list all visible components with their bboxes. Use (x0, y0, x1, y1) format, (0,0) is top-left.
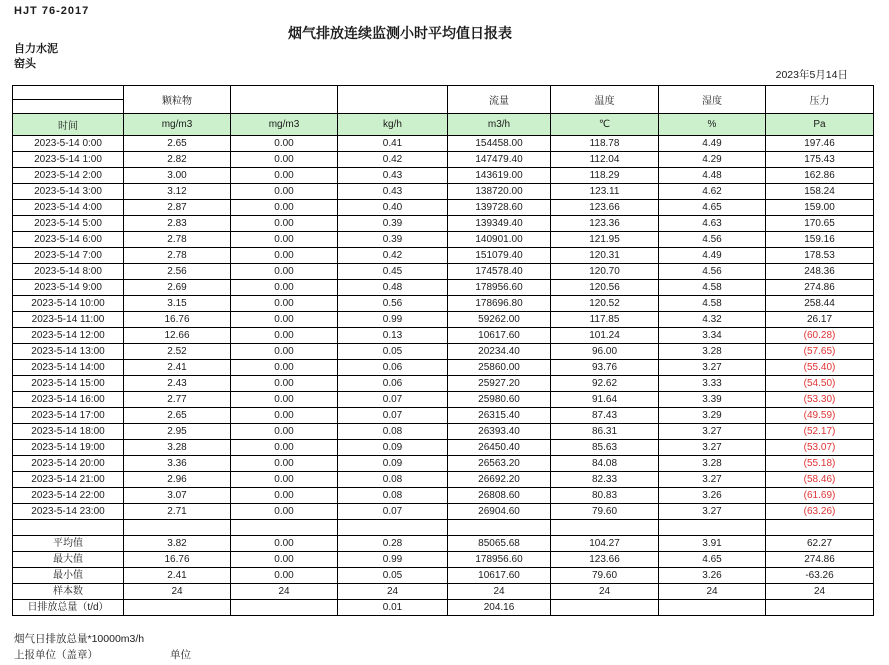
header-empty-col3 (231, 86, 338, 114)
value-cell: (58.46) (766, 472, 874, 488)
value-cell: 2.71 (124, 504, 231, 520)
spacer-row (13, 520, 874, 536)
time-cell: 2023-5-14 14:00 (13, 360, 124, 376)
value-cell: 3.07 (124, 488, 231, 504)
summary-value-cell: 0.99 (338, 552, 448, 568)
value-cell: 26563.20 (448, 456, 551, 472)
value-cell: 143619.00 (448, 168, 551, 184)
value-cell: 85.63 (551, 440, 659, 456)
value-cell: 0.07 (338, 408, 448, 424)
value-cell: 3.27 (659, 360, 766, 376)
value-cell: 0.00 (231, 296, 338, 312)
value-cell: 80.83 (551, 488, 659, 504)
table-row (13, 488, 874, 504)
value-cell: 3.26 (659, 488, 766, 504)
time-cell: 2023-5-14 1:00 (13, 152, 124, 168)
value-cell: 0.39 (338, 232, 448, 248)
empty-cell (659, 520, 766, 536)
time-cell: 2023-5-14 18:00 (13, 424, 124, 440)
time-cell: 2023-5-14 0:00 (13, 136, 124, 152)
value-cell: 0.05 (338, 344, 448, 360)
value-cell: 159.16 (766, 232, 874, 248)
value-cell: 120.52 (551, 296, 659, 312)
value-cell: 4.65 (659, 200, 766, 216)
time-cell: 2023-5-14 2:00 (13, 168, 124, 184)
value-cell: 4.62 (659, 184, 766, 200)
time-cell: 2023-5-14 10:00 (13, 296, 124, 312)
empty-cell (448, 520, 551, 536)
summary-value-cell: 4.65 (659, 552, 766, 568)
value-cell: 3.27 (659, 472, 766, 488)
summary-value-cell: 3.82 (124, 536, 231, 552)
value-cell: 0.06 (338, 376, 448, 392)
value-cell: 120.31 (551, 248, 659, 264)
value-cell: 25927.20 (448, 376, 551, 392)
value-cell: 158.24 (766, 184, 874, 200)
value-cell: 0.40 (338, 200, 448, 216)
unit-kg-h: kg/h (338, 114, 448, 136)
summary-value-cell (659, 600, 766, 616)
summary-value-cell: 2.41 (124, 568, 231, 584)
value-cell: 0.00 (231, 184, 338, 200)
value-cell: (49.59) (766, 408, 874, 424)
header-time: 时间 (13, 114, 124, 136)
unit-header-row (13, 114, 874, 136)
summary-row (13, 584, 874, 600)
value-cell: 0.09 (338, 456, 448, 472)
summary-value-cell: 0.05 (338, 568, 448, 584)
value-cell: 2.87 (124, 200, 231, 216)
empty-cell (551, 520, 659, 536)
summary-value-cell: 0.00 (231, 552, 338, 568)
value-cell: 4.56 (659, 232, 766, 248)
value-cell: 159.00 (766, 200, 874, 216)
unit-celsius: ℃ (551, 114, 659, 136)
value-cell: 0.00 (231, 168, 338, 184)
value-cell: (53.07) (766, 440, 874, 456)
value-cell: 79.60 (551, 504, 659, 520)
value-cell: 0.56 (338, 296, 448, 312)
value-cell: 178956.60 (448, 280, 551, 296)
time-cell: 2023-5-14 8:00 (13, 264, 124, 280)
value-cell: 139728.60 (448, 200, 551, 216)
empty-cell (231, 520, 338, 536)
value-cell: 0.00 (231, 312, 338, 328)
summary-row (13, 536, 874, 552)
table-row (13, 504, 874, 520)
summary-value-cell (551, 600, 659, 616)
doc-code: HJT 76-2017 (14, 5, 90, 17)
unit-mg-m3-b: mg/m3 (231, 114, 338, 136)
table-row (13, 472, 874, 488)
summary-value-cell: 274.86 (766, 552, 874, 568)
unit-m3-h: m3/h (448, 114, 551, 136)
value-cell: 0.09 (338, 440, 448, 456)
report-date: 2023年5月14日 (775, 69, 848, 81)
summary-label: 样本数 (13, 584, 124, 600)
value-cell: 59262.00 (448, 312, 551, 328)
summary-value-cell (124, 600, 231, 616)
value-cell: 3.34 (659, 328, 766, 344)
time-cell: 2023-5-14 19:00 (13, 440, 124, 456)
value-cell: 4.58 (659, 296, 766, 312)
daily-total-note: 烟气日排放总量*10000m3/h (14, 633, 145, 645)
time-cell: 2023-5-14 20:00 (13, 456, 124, 472)
value-cell: 4.56 (659, 264, 766, 280)
value-cell: 26808.60 (448, 488, 551, 504)
value-cell: 86.31 (551, 424, 659, 440)
value-cell: 162.86 (766, 168, 874, 184)
time-cell: 2023-5-14 7:00 (13, 248, 124, 264)
value-cell: 26315.40 (448, 408, 551, 424)
value-cell: 3.33 (659, 376, 766, 392)
value-cell: 16.76 (124, 312, 231, 328)
value-cell: 0.00 (231, 408, 338, 424)
value-cell: 118.78 (551, 136, 659, 152)
value-cell: 0.00 (231, 264, 338, 280)
value-cell: 139349.40 (448, 216, 551, 232)
header-flow: 流量 (448, 86, 551, 114)
value-cell: 178.53 (766, 248, 874, 264)
report-unit-label: 上报单位（盖章） (14, 649, 98, 661)
time-cell: 2023-5-14 16:00 (13, 392, 124, 408)
summary-label: 最大值 (13, 552, 124, 568)
value-cell: 170.65 (766, 216, 874, 232)
empty-cell (766, 520, 874, 536)
value-cell: 3.29 (659, 408, 766, 424)
value-cell: (55.18) (766, 456, 874, 472)
value-cell: (53.30) (766, 392, 874, 408)
value-cell: 0.43 (338, 184, 448, 200)
value-cell: (54.50) (766, 376, 874, 392)
value-cell: 101.24 (551, 328, 659, 344)
value-cell: 0.42 (338, 152, 448, 168)
value-cell: 2.82 (124, 152, 231, 168)
time-cell: 2023-5-14 22:00 (13, 488, 124, 504)
table-row (13, 216, 874, 232)
time-cell: 2023-5-14 9:00 (13, 280, 124, 296)
value-cell: 178696.80 (448, 296, 551, 312)
value-cell: 118.29 (551, 168, 659, 184)
value-cell: 4.32 (659, 312, 766, 328)
value-cell: 123.11 (551, 184, 659, 200)
value-cell: 0.00 (231, 280, 338, 296)
time-cell: 2023-5-14 15:00 (13, 376, 124, 392)
time-cell: 2023-5-14 3:00 (13, 184, 124, 200)
value-cell: 0.42 (338, 248, 448, 264)
value-cell: 2.41 (124, 360, 231, 376)
value-cell: 2.52 (124, 344, 231, 360)
summary-value-cell: -63.26 (766, 568, 874, 584)
time-cell: 2023-5-14 5:00 (13, 216, 124, 232)
summary-value-cell: 24 (659, 584, 766, 600)
value-cell: 0.07 (338, 392, 448, 408)
summary-value-cell: 3.26 (659, 568, 766, 584)
value-cell: 197.46 (766, 136, 874, 152)
value-cell: (63.26) (766, 504, 874, 520)
value-cell: 92.62 (551, 376, 659, 392)
value-cell: 2.69 (124, 280, 231, 296)
value-cell: 0.00 (231, 232, 338, 248)
value-cell: 3.15 (124, 296, 231, 312)
value-cell: 4.29 (659, 152, 766, 168)
value-cell: 123.66 (551, 200, 659, 216)
table-row (13, 312, 874, 328)
value-cell: 4.63 (659, 216, 766, 232)
value-cell: 2.56 (124, 264, 231, 280)
summary-value-cell: 16.76 (124, 552, 231, 568)
value-cell: 3.27 (659, 440, 766, 456)
value-cell: 3.00 (124, 168, 231, 184)
value-cell: 0.07 (338, 504, 448, 520)
summary-value-cell: 0.01 (338, 600, 448, 616)
value-cell: 3.39 (659, 392, 766, 408)
summary-value-cell (231, 600, 338, 616)
summary-value-cell: 24 (231, 584, 338, 600)
value-cell: 2.95 (124, 424, 231, 440)
table-row (13, 408, 874, 424)
table-row (13, 248, 874, 264)
value-cell: 3.28 (659, 344, 766, 360)
value-cell: 0.00 (231, 200, 338, 216)
summary-value-cell: 0.00 (231, 568, 338, 584)
value-cell: 2.96 (124, 472, 231, 488)
value-cell: 0.00 (231, 424, 338, 440)
value-cell: 20234.40 (448, 344, 551, 360)
table-row (13, 232, 874, 248)
summary-label: 平均值 (13, 536, 124, 552)
value-cell: 2.78 (124, 248, 231, 264)
value-cell: 93.76 (551, 360, 659, 376)
value-cell: 0.00 (231, 248, 338, 264)
summary-value-cell: 178956.60 (448, 552, 551, 568)
value-cell: 0.08 (338, 472, 448, 488)
value-cell: 120.56 (551, 280, 659, 296)
value-cell: 147479.40 (448, 152, 551, 168)
value-cell: 0.00 (231, 136, 338, 152)
table-row (13, 168, 874, 184)
value-cell: 0.39 (338, 216, 448, 232)
table-row (13, 376, 874, 392)
table-row (13, 280, 874, 296)
table-row (13, 136, 874, 152)
table-row (13, 424, 874, 440)
summary-value-cell: 62.27 (766, 536, 874, 552)
header-empty-top-cell (13, 86, 124, 100)
value-cell: 112.04 (551, 152, 659, 168)
value-cell: 12.66 (124, 328, 231, 344)
value-cell: 138720.00 (448, 184, 551, 200)
value-cell: 121.95 (551, 232, 659, 248)
value-cell: 0.00 (231, 440, 338, 456)
value-cell: (52.17) (766, 424, 874, 440)
value-cell: 3.12 (124, 184, 231, 200)
summary-value-cell: 24 (448, 584, 551, 600)
value-cell: 3.28 (659, 456, 766, 472)
company-name: 自力水泥 (14, 43, 58, 55)
time-cell: 2023-5-14 4:00 (13, 200, 124, 216)
value-cell: 26.17 (766, 312, 874, 328)
value-cell: (55.40) (766, 360, 874, 376)
value-cell: 0.45 (338, 264, 448, 280)
value-cell: 154458.00 (448, 136, 551, 152)
value-cell: 0.48 (338, 280, 448, 296)
summary-value-cell (766, 600, 874, 616)
value-cell: 0.08 (338, 488, 448, 504)
value-cell: 87.43 (551, 408, 659, 424)
value-cell: 25980.60 (448, 392, 551, 408)
value-cell: 0.99 (338, 312, 448, 328)
value-cell: 96.00 (551, 344, 659, 360)
unit-mg-m3-a: mg/m3 (124, 114, 231, 136)
value-cell: 84.08 (551, 456, 659, 472)
value-cell: 4.48 (659, 168, 766, 184)
summary-value-cell: 24 (124, 584, 231, 600)
value-cell: 4.49 (659, 248, 766, 264)
value-cell: 0.00 (231, 152, 338, 168)
summary-value-cell: 85065.68 (448, 536, 551, 552)
value-cell: 0.00 (231, 376, 338, 392)
header-pressure: 压力 (766, 86, 874, 114)
summary-label: 最小值 (13, 568, 124, 584)
value-cell: 2.65 (124, 136, 231, 152)
time-cell: 2023-5-14 6:00 (13, 232, 124, 248)
value-cell: 0.00 (231, 488, 338, 504)
value-cell: 3.27 (659, 504, 766, 520)
value-cell: (60.28) (766, 328, 874, 344)
unit-label: 单位 (170, 649, 191, 661)
value-cell: 0.08 (338, 424, 448, 440)
value-cell: 123.36 (551, 216, 659, 232)
value-cell: 0.00 (231, 472, 338, 488)
summary-value-cell: 0.28 (338, 536, 448, 552)
table-row (13, 328, 874, 344)
value-cell: 120.70 (551, 264, 659, 280)
empty-cell (338, 520, 448, 536)
value-cell: 26450.40 (448, 440, 551, 456)
value-cell: 26904.60 (448, 504, 551, 520)
summary-row (13, 600, 874, 616)
header-empty-bottom-cell (13, 100, 124, 114)
summary-value-cell: 24 (766, 584, 874, 600)
table-row (13, 392, 874, 408)
summary-value-cell: 24 (338, 584, 448, 600)
summary-value-cell: 104.27 (551, 536, 659, 552)
value-cell: 26393.40 (448, 424, 551, 440)
value-cell: 0.41 (338, 136, 448, 152)
value-cell: 175.43 (766, 152, 874, 168)
table-row (13, 296, 874, 312)
empty-cell (13, 520, 124, 536)
value-cell: 10617.60 (448, 328, 551, 344)
summary-value-cell: 24 (551, 584, 659, 600)
summary-label: 日排放总量（t/d） (13, 600, 124, 616)
table-row (13, 456, 874, 472)
header-temperature: 温度 (551, 86, 659, 114)
value-cell: 3.36 (124, 456, 231, 472)
time-cell: 2023-5-14 12:00 (13, 328, 124, 344)
table-row (13, 344, 874, 360)
summary-value-cell: 0.00 (231, 536, 338, 552)
unit-pa: Pa (766, 114, 874, 136)
header-humidity: 湿度 (659, 86, 766, 114)
value-cell: 140901.00 (448, 232, 551, 248)
report-table (12, 85, 874, 616)
value-cell: 0.00 (231, 328, 338, 344)
unit-percent: % (659, 114, 766, 136)
empty-cell (124, 520, 231, 536)
time-cell: 2023-5-14 23:00 (13, 504, 124, 520)
value-cell: 25860.00 (448, 360, 551, 376)
value-cell: (61.69) (766, 488, 874, 504)
value-cell: 91.64 (551, 392, 659, 408)
value-cell: 117.85 (551, 312, 659, 328)
value-cell: 0.13 (338, 328, 448, 344)
time-cell: 2023-5-14 21:00 (13, 472, 124, 488)
value-cell: 2.83 (124, 216, 231, 232)
summary-value-cell: 204.16 (448, 600, 551, 616)
value-cell: 0.00 (231, 392, 338, 408)
value-cell: 2.65 (124, 408, 231, 424)
value-cell: 0.43 (338, 168, 448, 184)
value-cell: 0.06 (338, 360, 448, 376)
value-cell: 3.28 (124, 440, 231, 456)
time-cell: 2023-5-14 11:00 (13, 312, 124, 328)
table-row (13, 440, 874, 456)
value-cell: 2.43 (124, 376, 231, 392)
value-cell: 248.36 (766, 264, 874, 280)
table-row (13, 360, 874, 376)
value-cell: 151079.40 (448, 248, 551, 264)
value-cell: 26692.20 (448, 472, 551, 488)
table-row (13, 152, 874, 168)
group-header-row (13, 86, 874, 100)
table-row (13, 264, 874, 280)
value-cell: 82.33 (551, 472, 659, 488)
value-cell: 258.44 (766, 296, 874, 312)
time-cell: 2023-5-14 17:00 (13, 408, 124, 424)
time-cell: 2023-5-14 13:00 (13, 344, 124, 360)
summary-row (13, 552, 874, 568)
summary-value-cell: 123.66 (551, 552, 659, 568)
value-cell: 0.00 (231, 456, 338, 472)
table-row (13, 200, 874, 216)
value-cell: 2.77 (124, 392, 231, 408)
page-title: 烟气排放连续监测小时平均值日报表 (288, 25, 512, 41)
value-cell: 0.00 (231, 216, 338, 232)
value-cell: 4.58 (659, 280, 766, 296)
value-cell: 0.00 (231, 344, 338, 360)
header-empty-col4 (338, 86, 448, 114)
value-cell: 174578.40 (448, 264, 551, 280)
value-cell: 3.27 (659, 424, 766, 440)
station-name: 窑头 (14, 58, 36, 70)
value-cell: (57.65) (766, 344, 874, 360)
summary-value-cell: 10617.60 (448, 568, 551, 584)
value-cell: 274.86 (766, 280, 874, 296)
header-particulate: 颗粒物 (124, 86, 231, 114)
value-cell: 0.00 (231, 504, 338, 520)
value-cell: 0.00 (231, 360, 338, 376)
table-row (13, 184, 874, 200)
value-cell: 4.49 (659, 136, 766, 152)
summary-row (13, 568, 874, 584)
summary-value-cell: 79.60 (551, 568, 659, 584)
summary-value-cell: 3.91 (659, 536, 766, 552)
value-cell: 2.78 (124, 232, 231, 248)
